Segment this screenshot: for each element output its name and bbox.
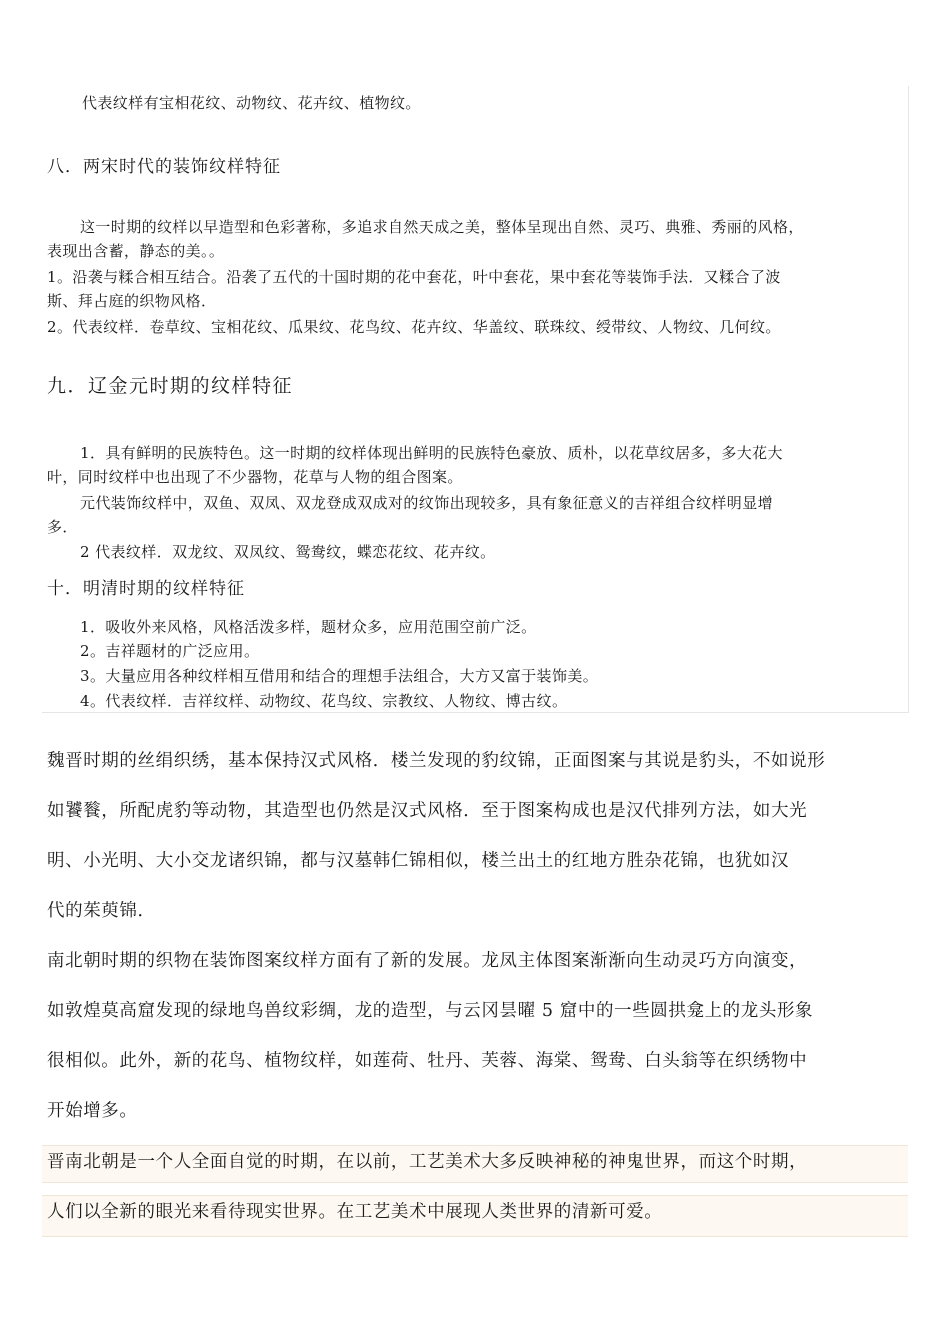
liao-item-1: 1．具有鲜明的民族特色。这一时期的纹样体现出鲜明的民族特色豪放、质朴，以花草纹居多，多大花大: [80, 444, 783, 462]
liao-para-cont: 多．: [47, 518, 78, 536]
song-heading: 八．两宋时代的装饰纹样特征: [47, 157, 281, 177]
ming-item-2: 2。吉祥题材的广泛应用。: [80, 642, 260, 660]
song-para: 这一时期的纹样以早造型和色彩著称，多追求自然天成之美，整体呈现出自然、灵巧、典雅、秀丽的风格，: [80, 218, 804, 236]
nanbei-line: 开始增多。: [47, 1101, 138, 1121]
nanbei-line: 很相似。此外，新的花鸟、植物纹样，如莲荷、牡丹、芙蓉、海棠、鸳鸯、白头翁等在织绣物中: [47, 1051, 808, 1071]
ming-heading: 十．明清时期的纹样特征: [47, 579, 245, 599]
song-item-1: 1。沿袭与糅合相互结合。沿袭了五代的十国时期的花中套花，叶中套花，果中套花等装饰手法．又糅合了波: [47, 268, 781, 286]
nanbei-line: 如敦煌莫高窟发现的绿地鸟兽纹彩绸，龙的造型，与云冈昙曜 5 窟中的一些圆拱龛上的龙头形象: [47, 1001, 814, 1021]
liao-para: 元代装饰纹样中，双鱼、双凤、双龙登成双成对的纹饰出现较多，具有象征意义的吉祥组合纹样明显增: [80, 494, 774, 512]
song-item-2: 2。代表纹样．卷草纹、宝相花纹、瓜果纹、花鸟纹、花卉纹、华盖纹、联珠纹、绶带纹、人物纹、几何纹。: [47, 318, 781, 336]
song-para-cont: 表现出含蓄，静态的美。。: [47, 242, 225, 260]
jin-line: 人们以全新的眼光来看待现实世界。在工艺美术中展现人类世界的清新可爱。: [47, 1202, 663, 1222]
wei-line: 如饕餮，所配虎豹等动物，其造型也仍然是汉式风格．至于图案构成也是汉代排列方法，如大光: [47, 801, 808, 821]
ming-item-3: 3。大量应用各种纹样相互借用和结合的理想手法组合，大方又富于装饰美。: [80, 667, 599, 685]
jin-line: 晋南北朝是一个人全面自觉的时期，在以前，工艺美术大多反映神秘的神鬼世界，而这个时期，: [47, 1152, 808, 1172]
liao-item-1-cont: 叶，同时纹样中也出现了不少器物，花草与人物的组合图案。: [47, 468, 463, 486]
wei-line: 魏晋时期的丝绢织绣，基本保持汉式风格．楼兰发现的豹纹锦，正面图案与其说是豹头，不如说形: [47, 751, 826, 771]
liao-item-2: 2 代表纹样．双龙纹、双凤纹、鸳鸯纹，蝶恋花纹、花卉纹。: [80, 543, 496, 561]
song-item-1-cont: 斯、拜占庭的织物风格．: [47, 292, 217, 310]
ming-item-4: 4。代表纹样．吉祥纹样、动物纹、花鸟纹、宗教纹、人物纹、博古纹。: [80, 692, 568, 710]
liao-heading: 九．辽金元时期的纹样特征: [47, 375, 294, 397]
nanbei-line: 南北朝时期的织物在装饰图案纹样方面有了新的发展。龙凤主体图案渐渐向生动灵巧方向演变，: [47, 951, 808, 971]
wei-line: 代的茱萸锦．: [47, 901, 156, 921]
wei-line: 明、小光明、大小交龙诸织锦，都与汉墓韩仁锦相似，楼兰出土的红地方胜杂花锦，也犹如汉: [47, 851, 790, 871]
intro-line: 代表纹样有宝相花纹、动物纹、花卉纹、植物纹。: [82, 94, 421, 112]
ming-item-1: 1．吸收外来风格，风格活泼多样，题材众多，应用范围空前广泛。: [80, 618, 537, 636]
